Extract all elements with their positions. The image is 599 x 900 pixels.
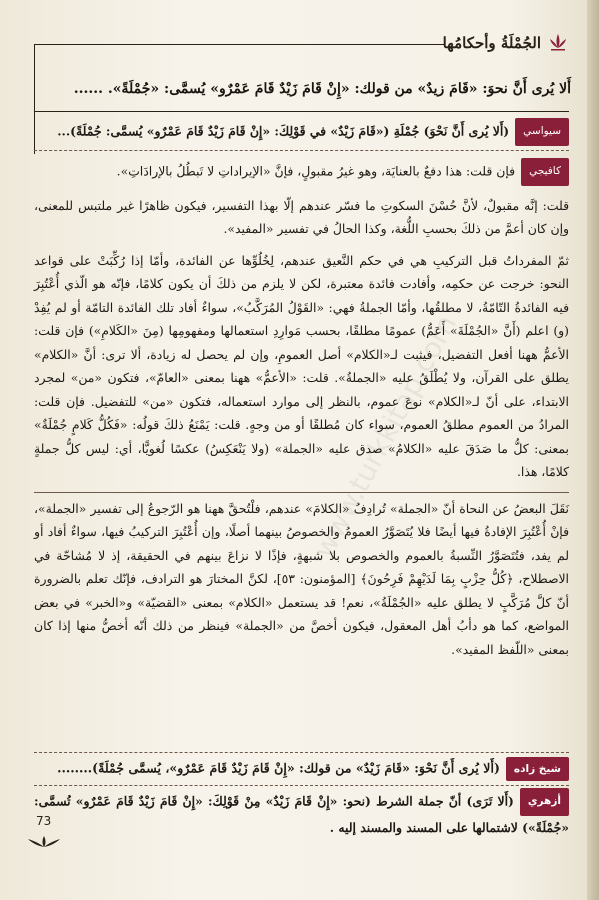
section-text: (أَلا يُرى أَنَّ نَحْوَ) جُمْلَةِ («قَامَ زَيْدٌ» في قَوْلِكَ: «إِنْ قَامَ زَيْدٌ قَامَ عَمْرٌو» يُسمَّى: جُمْلَةً)... — [57, 123, 510, 139]
page-number: 73 — [36, 814, 52, 828]
watermark: www.turkkitap.com — [307, 309, 464, 564]
commentator-tag: كافيجي — [521, 158, 569, 186]
section-shaykhzade — [34, 752, 569, 786]
section-text: (أَلا تَرَى) أنّ جملة الشرط (نحو: «إِنْ قَامَ زَيْدٌ» مِنْ قَوْلِكَ: «إِنْ قَامَ زَيْدٌ قَامَ عَمْرٌو» تُسمَّى: «جُمْلَةً») لاشتمالها على المسند والمسند إليه . — [34, 793, 569, 835]
section-azhari — [34, 788, 569, 839]
section-kafiji — [34, 158, 569, 661]
page-binding-edge — [587, 0, 599, 900]
paragraph: ثمّ المفرداتُ قبل التركيبِ هي في حكم النَّعيق عندهم، لِخُلُوِّها عن الفائدة، وأمّا إذا رُكِّبَتْ على قواعد النحو: خرجت عن حكمِه، وأفادت فائدة معتبرة، لكن لا يلزم من ذلكَ أن يكون كلامًا، فإنّه هو الّذي أُعْتُبِرَ فيه الفائدةُ التّامّةُ، لا مطلقُها، وأمّا الجملةُ فهي: «القَوْلُ المُرَكَّبُ»، سواءٌ أفاد تلك الفائدة التامّة أو لم يُفِدْ (و) اعلم (أَنَّ «الجُمْلَةَ» أَعَمُّ) عمومًا مطلقًا، بحسب مَوارِدِ استعمالها ومفهومِها (مِنَ «الكَلامِ») فإن قلت: الأعمُّ ههنا أفعل التفضيل، فيثبت لـ«الكلام» أصل العمومِ، وإن لم يحصل له زيادة، ألا ترى: أنَّ «الكلام» يطلق على القرآن، ولا يُطْلَقُ عليه «الجملةُ». قلت: «الأعمُّ» ههنا بمعنى «العامّ»، فتكون «من» لمجرد الابتداء، على أنّ لـ«الكلام» نوعَ عموم، بالنظر إلى موارد استعماله، فتكون «من» للتفضيل. فإن قلت: المرادُ من العموم مطلقُ العموم، سواء كان مُطلقًا أو من وجهٍ. قلت: يَمْنَعُ ذلكَ قولُه: «فَكُلُّ كَلامٍ جُمْلَةٌ» بمعنى: كلُّ ما صَدَقَ عليه «الكلامُ» صدق عليه «الجملة» (ولا يَنْعَكِسُ) عكسًا لُغويًّا، أي: ليس كلُّ جملةٍ كلامًا، هذا. — [34, 252, 569, 479]
paragraph: قلت: إنَّه مقبولٌ، لأنَّ حُسْنَ السكوتِ ما فسّر عندهم إلّا بهذا التفسير، فيكون ظاهرًا غير ملتبس للمعنى، وإن كان أعمَّ من ذلكَ بحسبِ اللُّغة، وكذا الحالُ في تفسير «المفيد». — [34, 197, 569, 236]
commentator-tag: سيواسي — [515, 118, 569, 146]
commentator-tag: أزهري — [520, 788, 569, 816]
running-head-title: الجُمْلَةُ وأحكامُها — [442, 34, 541, 52]
commentator-tag: شيخ زاده — [506, 757, 569, 781]
paragraph: فإن قلت: هذا دفعٌ بالعنايَة، وهو غيرُ مقبولٍ، فإنَّ «الإيراداتِ لا تَبطُلُ بالإرادَاتِ». — [116, 163, 516, 179]
divider — [34, 111, 569, 112]
running-head-rule — [34, 44, 444, 45]
divider — [34, 150, 569, 151]
section-text: (أَلا يُرى أَنَّ نَحْوَ: «قَامَ زَيْدٌ» من قولك: «إِنْ قَامَ زَيْدٌ قَامَ عَمْرٌو»، يُسمَّى جُمْلَةً)........ — [57, 760, 500, 776]
paragraph: نَقَلَ البعضُ عن النحاة أنّ «الجملة» تُرادِفُ «الكلامَ» عندهم، فلْتُحقَّ ههنا هو الرّجوعُ إلى تفسير «الجملة»، فإنْ أُعْتُبِرَ الإفادةُ فيها أيضًا فلا يُتَصَوَّرُ العمومُ والخصوصُ بينهما أصلًا، وإن أُعْتُبِرَ التركيبُ فيها، سواءٌ أفاد أو لم يفد، فتُتَصَوَّرُ النِّسبةُ بالعموم والخصوص بلا شبهةٍ، فإذًا لا نزاعَ بينهم في الحقيقة، إذ لا مُشاحّة في الاصطلاح، ﴿كُلُّ حِزْبٍ بِمَا لَدَيْهِمْ فَرِحُونَ﴾ [المؤمنون: ٥٣]، لكنَّ المختارَ هو الترادف، فإنّك تعلم بالضرورة أنّ كلَّ مُرَكَّبٍ لا يطلق عليه «الجُمْلَةُ»، نعم! قد يستعمل «الكلام» بمعنى «القضيّة» و«الخبر» في بعض المواضع، كما هو دأبُ أهل المعقول، فيكون أخصَّ من «الجملة» فينظر من ذلك أنّه أخصُّ منها إذا كان بمعنى «اللّفظ المفيد». — [34, 492, 569, 662]
footer-ornament-icon — [24, 834, 64, 850]
matn-text: أَلا يُرى أَنَّ نحوَ: «قَامَ زيدٌ» من قولك: «إِنْ قَامَ زَيْدٌ قَامَ عَمْرٌو» يُسمَّى: «جُمْلَةً». ...... — [73, 81, 571, 97]
section-siwasi — [34, 118, 569, 146]
running-head — [34, 30, 569, 62]
lotus-ornament-icon — [547, 32, 569, 54]
